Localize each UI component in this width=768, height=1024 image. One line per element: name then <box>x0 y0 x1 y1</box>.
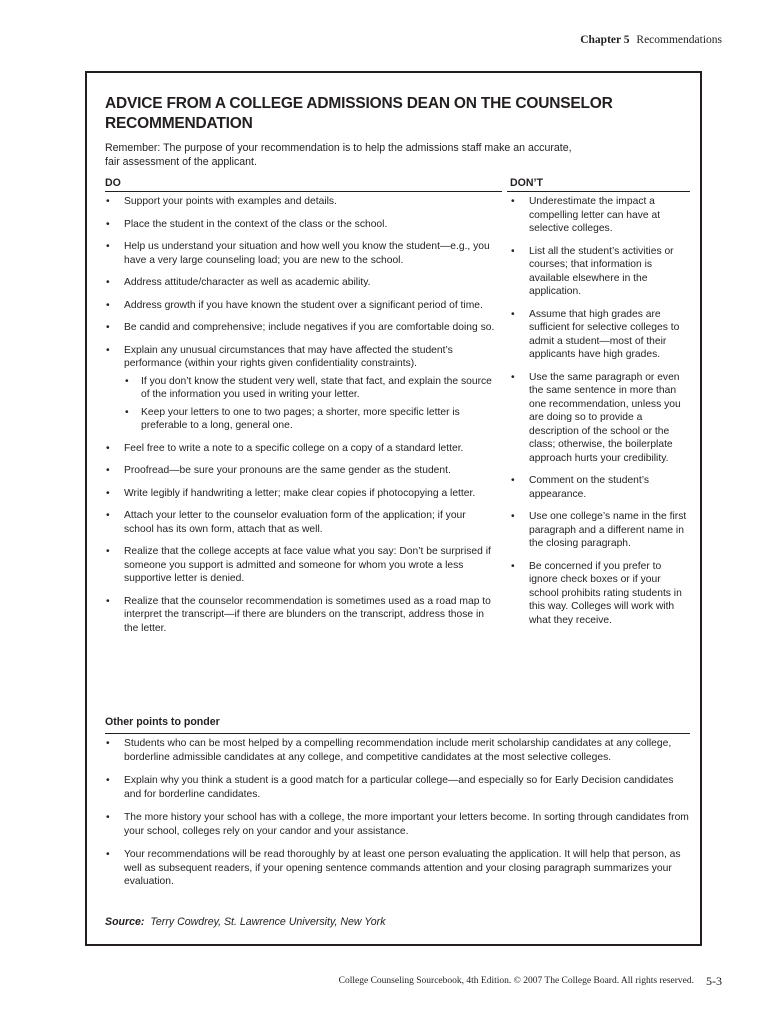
other-points-list <box>105 737 690 899</box>
intro-text: Remember: The purpose of your recommendation is to help the admissions staff make an accurate, fair assessment of the applicant. <box>105 142 572 168</box>
box-title: ADVICE FROM A COLLEGE ADMISSIONS DEAN ON THE COUNSELOR RECOMMENDATION <box>105 95 613 132</box>
do-sub-item: • Keep your letters to one to two pages; a shorter, more specific letter is preferable to a long, general one. <box>124 406 497 433</box>
dont-item: • Underestimate the impact a compelling letter can have at selective colleges. <box>510 195 690 236</box>
source-label: Source: <box>105 916 145 928</box>
do-heading-rule <box>105 191 502 192</box>
other-item: • Your recommendations will be read thoroughly by at least one person evaluating the application. It will help that person, as well as subsequent readers, if your opening sentence commands attention and your closing paragraph summarizes your evaluation. <box>105 848 690 889</box>
do-item-text: Explain any unusual circumstances that may have affected the student’s performance (within your rights given confidentiality constraints). <box>124 344 453 369</box>
source-text: Terry Cowdrey, St. Lawrence University, New York <box>150 916 386 928</box>
do-item: • Realize that the college accepts at face value what you say: Don’t be surprised if someone you support is admitted and someone for whom you wrote a less supportive letter is denied. <box>105 545 497 586</box>
do-item: • Write legibly if handwriting a letter; make clear copies if photocopying a letter. <box>105 487 497 501</box>
dont-heading-rule <box>507 191 690 192</box>
other-item: • Explain why you think a student is a good match for a particular college—and especially so for Early Decision candidates and for borderline candidates. <box>105 774 690 801</box>
do-item: • Realize that the counselor recommendation is sometimes used as a road map to interpret the transcript—if there are blunders on the transcript, address those in the letter. <box>105 595 497 636</box>
dont-item: • Assume that high grades are sufficient for selective colleges to admit a student—most of their applicants have high grades. <box>510 308 690 362</box>
dont-item: • Use the same paragraph or even the same sentence in more than one recommendation, unless you are doing so to provide a description of the school or the class; otherwise, the boilerplate approach hurts your credibility. <box>510 371 690 466</box>
dont-item: • Be concerned if you prefer to ignore check boxes or if your school prohibits rating students in this way. Colleges will work with what they receive. <box>510 560 690 628</box>
do-item: • Attach your letter to the counselor evaluation form of the application; if your school has its own form, attach that as well. <box>105 509 497 536</box>
do-item: • Help us understand your situation and how well you know the student—e.g., you have a very large counseling load; you are new to the school. <box>105 240 497 267</box>
do-item: • Support your points with examples and details. <box>105 195 497 209</box>
do-sub-item: • If you don’t know the student very well, state that fact, and explain the source of the information you used in writing your letter. <box>124 375 497 402</box>
section-label: Recommendations <box>636 34 722 46</box>
chapter-label: Chapter 5 <box>580 34 630 46</box>
do-list <box>105 195 497 644</box>
footer-copyright: College Counseling Sourcebook, 4th Edition. © 2007 The College Board. All rights reserved. <box>338 976 694 986</box>
dont-item: • Comment on the student’s appearance. <box>510 474 690 501</box>
dont-item: • Use one college’s name in the first paragraph and a different name in the closing paragraph. <box>510 510 690 551</box>
advice-box <box>85 71 702 946</box>
do-sub-list <box>124 375 497 433</box>
do-item: • Place the student in the context of the class or the school. <box>105 218 497 232</box>
dont-item: • List all the student’s activities or courses; that information is available elsewhere in the application. <box>510 245 690 299</box>
other-points-rule <box>105 733 690 734</box>
other-item: • The more history your school has with a college, the more important your letters become. In sorting through candidates from your school, colleges rely on your candor and your assistance. <box>105 811 690 838</box>
source-line <box>105 916 386 928</box>
dont-heading: DON’T <box>510 177 543 189</box>
dont-list <box>510 195 690 636</box>
do-item: • Address growth if you have known the student over a significant period of time. <box>105 299 497 313</box>
page-number: 5-3 <box>706 974 722 988</box>
do-item: • Feel free to write a note to a specific college on a copy of a standard letter. <box>105 442 497 456</box>
other-item: • Students who can be most helped by a compelling recommendation include merit scholarship candidates at any college, borderline admissible candidates at any college, and competitive candidates at the most selective colleges. <box>105 737 690 764</box>
do-item: • Be candid and comprehensive; include negatives if you are comfortable doing so. <box>105 321 497 335</box>
do-heading: DO <box>105 177 121 189</box>
do-item: • Proofread—be sure your pronouns are the same gender as the student. <box>105 464 497 478</box>
do-item <box>105 344 497 433</box>
running-head <box>580 34 722 46</box>
do-item: • Address attitude/character as well as academic ability. <box>105 276 497 290</box>
other-points-heading: Other points to ponder <box>105 716 220 728</box>
